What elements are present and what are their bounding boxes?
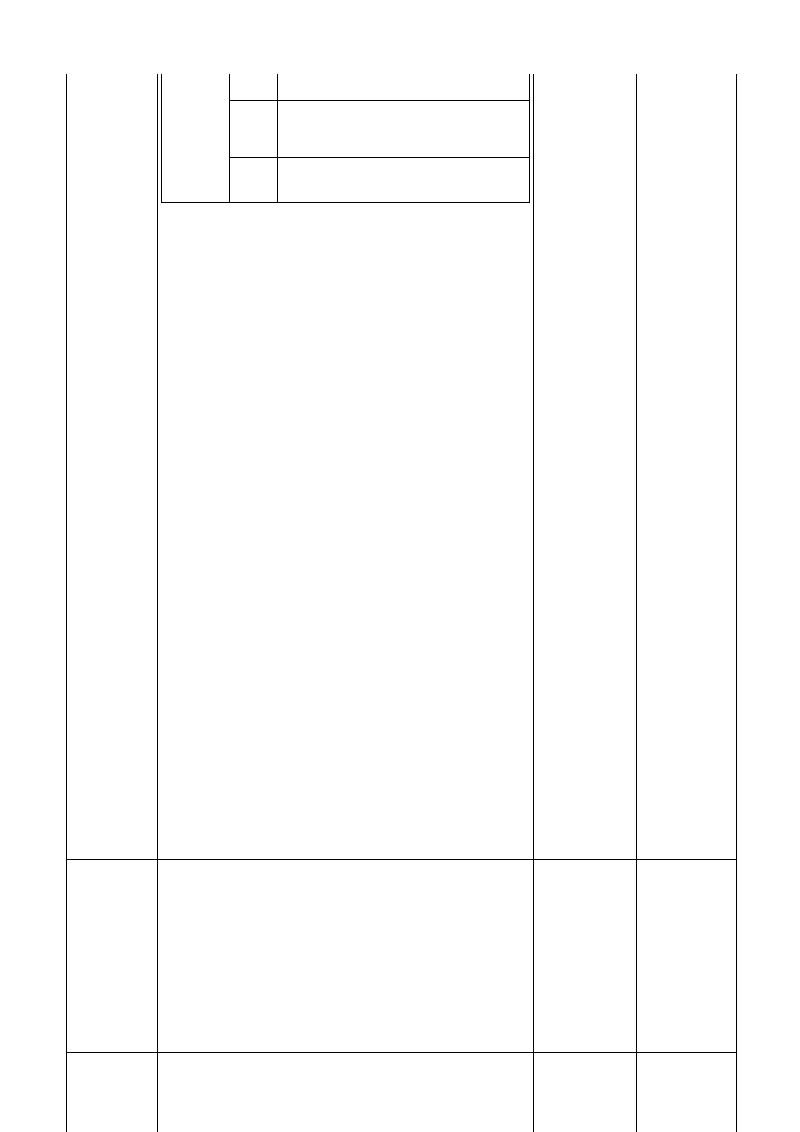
outer-table-col1-divider xyxy=(157,74,158,1132)
content-cell xyxy=(280,160,528,181)
inner-table-col-divider-2 xyxy=(277,74,278,203)
inner-table-bottom-border xyxy=(161,202,530,203)
outer-table-row-divider xyxy=(66,859,737,860)
outer-table-bottom-border xyxy=(66,1052,737,1053)
outer-table-left-border xyxy=(66,74,67,1132)
inner-table-col-divider-1 xyxy=(229,74,230,203)
outer-table-col2-divider xyxy=(533,74,534,1132)
outer-table-right-border xyxy=(736,74,737,1132)
inner-table-row-divider-1 xyxy=(229,100,530,101)
inner-table-row-divider-2 xyxy=(229,157,530,158)
inner-table-right-border xyxy=(529,74,530,203)
fill-blank-answer xyxy=(280,162,292,178)
inner-table-left-border xyxy=(161,74,162,203)
outer-table-col3-divider xyxy=(636,74,637,1132)
